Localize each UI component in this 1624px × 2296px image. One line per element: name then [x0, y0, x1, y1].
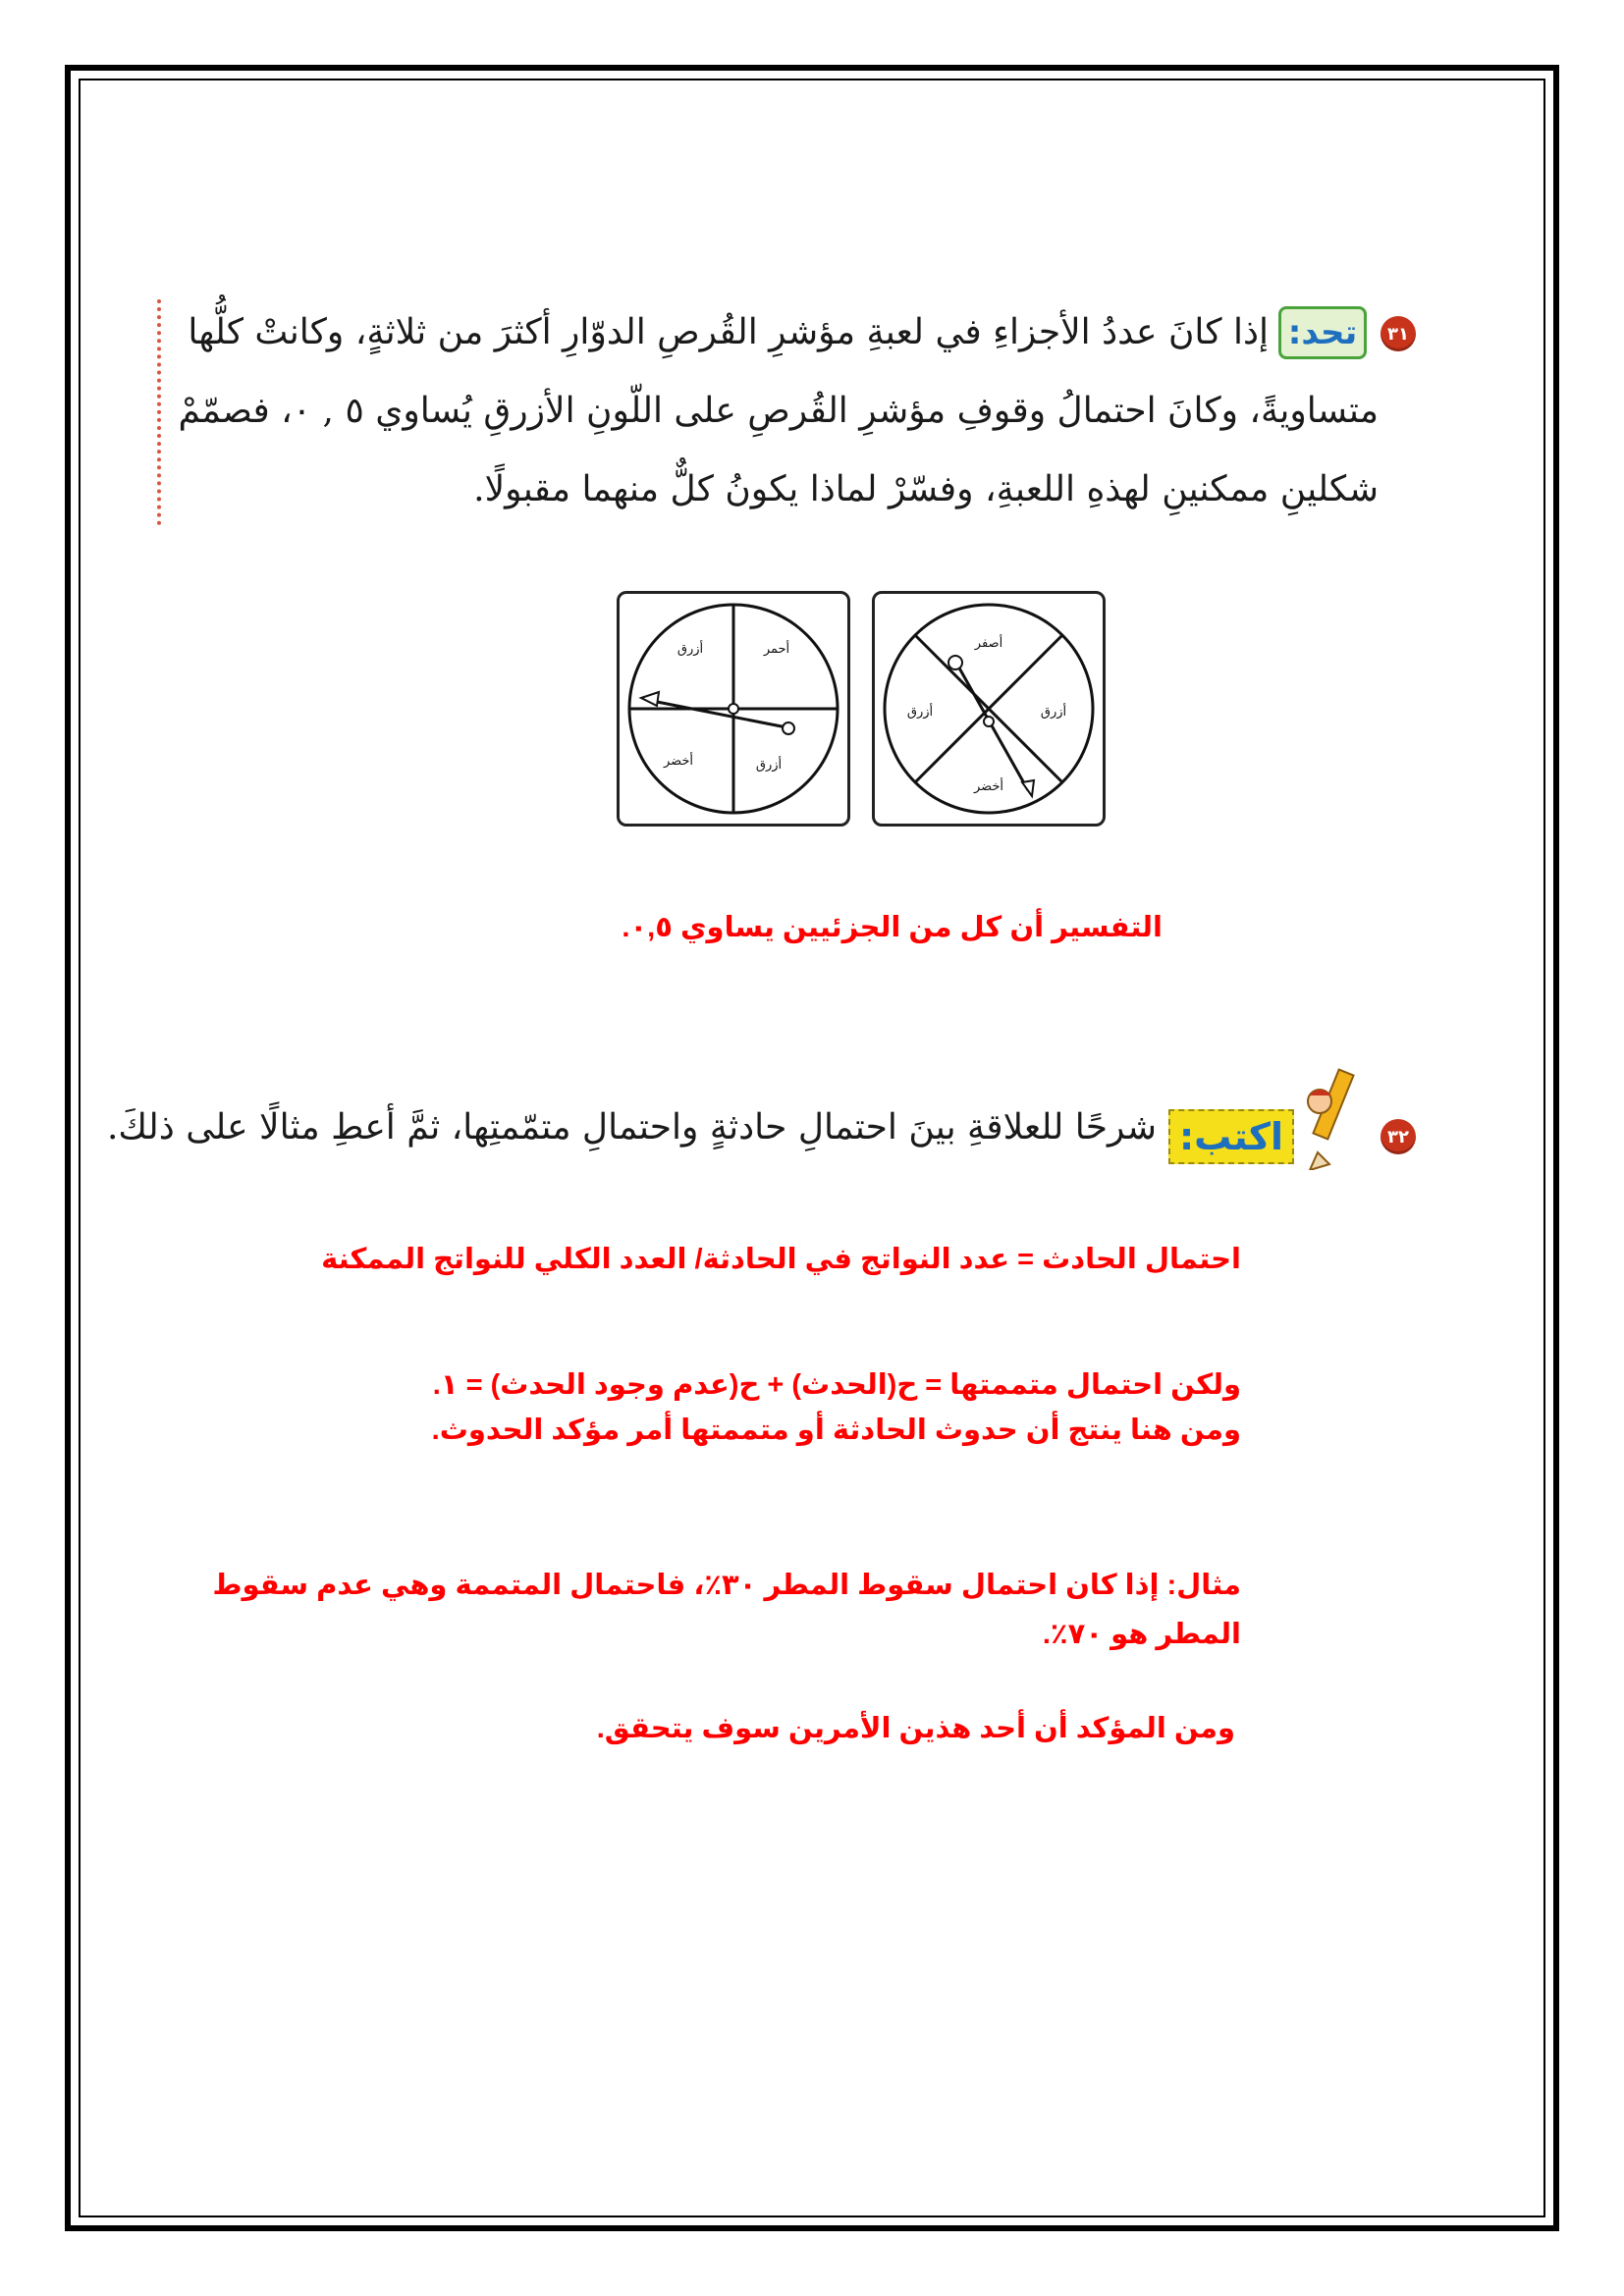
spinner-quadrants [617, 591, 850, 827]
answer-32-example: مثال: إذا كان احتمال سقوط المطر ٣٠٪، فاحتمال المتممة وهي عدم سقوط المطر هو ٧٠٪. [212, 1570, 1241, 1650]
segment-label: أزرق [1040, 705, 1067, 720]
pencil-mascot-icon [1300, 1062, 1365, 1170]
challenge-tag: تحد: [1278, 306, 1367, 359]
spinner-pointer [641, 692, 794, 734]
question-line-2: متساويةً، وكانَ احتمالُ وقوفِ مؤشرِ القُرصِ على اللّونِ الأزرقِ يُساوي ٥ , ٠، فصمّمْ [178, 391, 1379, 431]
question-line-1: إذا كانَ عددُ الأجزاءِ في لعبةِ مؤشرِ القُرصِ الدوّارِ أكثرَ من ثلاثةٍ، وكانتْ كلُّها [188, 312, 1269, 352]
question-number-badge: ٣١ [1380, 316, 1416, 351]
question-32-text: شرحًا للعلاقةِ بينَ احتمالِ حادثةٍ واحتمالِ متمّمتِها، ثمَّ أعطِ مثالًا على ذلكَ. [106, 1107, 1157, 1148]
answer-32-complement: ولكن احتمال متممتها = ح(الحدث) + ح(عدم وجود الحدث) = ١. [432, 1369, 1241, 1401]
segment-label: أخضر [663, 754, 694, 769]
answer-32-conclusion: ومن المؤكد أن أحد هذين الأمرين سوف يتحقق. [596, 1713, 1235, 1744]
dotted-margin-rule [157, 299, 161, 525]
segment-label: أحمر [763, 642, 790, 657]
segment-label: أزرق [677, 642, 704, 657]
segment-label: أخضر [973, 779, 1004, 794]
write-tag: اكتب: [1168, 1109, 1294, 1164]
segment-label: أصفر [974, 636, 1003, 651]
segment-label: أزرق [755, 758, 783, 773]
answer-32-definition: احتمال الحادث = عدد النواتج في الحادثة/ العدد الكلي للنواتج الممكنة [321, 1244, 1241, 1275]
question-line-3: شكلينِ ممكنينِ لهذهِ اللعبةِ، وفسّرْ لماذا يكونُ كلٌّ منهما مقبولًا. [473, 469, 1379, 509]
question-number-badge: ٣٢ [1380, 1119, 1416, 1154]
segment-label: أزرق [906, 705, 934, 720]
answer-31-explanation: التفسير أن كل من الجزئيين يساوي ٠,٥. [622, 912, 1163, 943]
spinner-diagonal [872, 591, 1106, 827]
answer-32-certainty: ومن هنا ينتج أن حدوث الحادثة أو متممتها أمر مؤكد الحدوث. [431, 1415, 1241, 1446]
